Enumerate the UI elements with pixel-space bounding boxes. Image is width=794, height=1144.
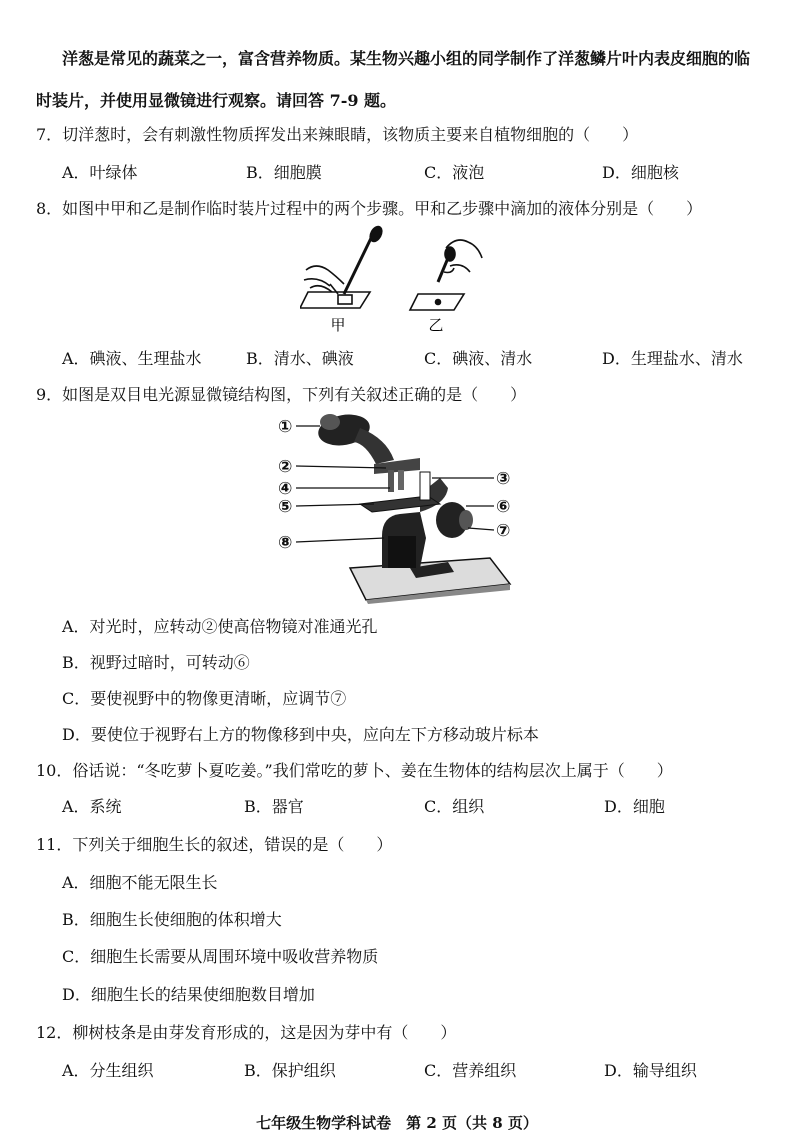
q7-option-a[interactable]: A．叶绿体 [62, 163, 138, 182]
intro-line-1: 洋葱是常见的蔬菜之一，富含营养物质。某生物兴趣小组的同学制作了洋葱鳞片叶内表皮细胞的临 [62, 49, 751, 68]
intro-line-2: 时装片，并使用显微镜进行观察。请回答 7-9 题。 [36, 91, 397, 110]
q7-stem: 7．切洋葱时，会有刺激性物质挥发出来辣眼睛，该物质主要来自植物细胞的（ ） [36, 125, 639, 144]
slide-step-jia [300, 225, 384, 308]
q7-option-d[interactable]: D．细胞核 [602, 163, 679, 182]
q7-option-c[interactable]: C．液泡 [424, 163, 485, 182]
microscope-diagram [270, 408, 530, 604]
q12-option-b[interactable]: B．保护组织 [244, 1061, 336, 1080]
q10-stem: 10．俗话说：“冬吃萝卜夏吃姜。”我们常吃的萝卜、姜在生物体的结构层次上属于（ ） [36, 761, 673, 780]
q11-option-d[interactable]: D．细胞生长的结果使细胞数目增加 [62, 985, 315, 1004]
microscope-body [316, 411, 510, 604]
q8-label-yi: 乙 [428, 316, 444, 334]
marker-8: ⑧ [278, 533, 293, 553]
q11-option-c[interactable]: C．细胞生长需要从周围环境中吸收营养物质 [62, 947, 379, 966]
q9-option-b[interactable]: B．视野过暗时，可转动⑥ [62, 653, 250, 672]
q11-stem: 11．下列关于细胞生长的叙述，错误的是（ ） [36, 835, 393, 854]
q9-option-c[interactable]: C．要使视野中的物像更清晰，应调节⑦ [62, 689, 347, 708]
q9-option-a[interactable]: A．对光时，应转动②使高倍物镜对准通光孔 [62, 617, 378, 636]
page-footer: 七年级生物学科试卷 第 2 页（共 8 页） [256, 1114, 538, 1132]
q12-option-c[interactable]: C．营养组织 [424, 1061, 517, 1080]
marker-1: ① [278, 417, 293, 437]
q10-option-d[interactable]: D．细胞 [604, 797, 665, 816]
q8-option-a[interactable]: A．碘液、生理盐水 [62, 349, 202, 368]
q8-figure [300, 222, 490, 338]
slide-step-yi [410, 240, 482, 310]
q11-option-b[interactable]: B．细胞生长使细胞的体积增大 [62, 910, 282, 929]
marker-2: ② [278, 457, 293, 477]
marker-5: ⑤ [278, 497, 293, 517]
q8-label-jia: 甲 [330, 316, 346, 334]
q8-option-c[interactable]: C．碘液、清水 [424, 349, 533, 368]
q10-option-a[interactable]: A．系统 [62, 797, 122, 816]
q10-option-b[interactable]: B．器官 [244, 797, 304, 816]
q8-option-d[interactable]: D．生理盐水、清水 [602, 349, 743, 368]
q7-option-b[interactable]: B．细胞膜 [246, 163, 322, 182]
q12-option-d[interactable]: D．输导组织 [604, 1061, 697, 1080]
q11-option-a[interactable]: A．细胞不能无限生长 [62, 873, 218, 892]
q9-option-d[interactable]: D．要使位于视野右上方的物像移到中央，应向左下方移动玻片标本 [62, 725, 539, 744]
marker-3: ③ [496, 469, 511, 489]
q8-stem: 8．如图中甲和乙是制作临时装片过程中的两个步骤。甲和乙步骤中滴加的液体分别是（ ） [36, 199, 703, 218]
marker-4: ④ [278, 479, 293, 499]
q12-stem: 12．柳树枝条是由芽发育形成的，这是因为芽中有（ ） [36, 1023, 457, 1042]
q9-stem: 9．如图是双目电光源显微镜结构图，下列有关叙述正确的是（ ） [36, 385, 527, 404]
q10-option-c[interactable]: C．组织 [424, 797, 485, 816]
marker-6: ⑥ [496, 497, 511, 517]
marker-7: ⑦ [496, 521, 511, 541]
q8-option-b[interactable]: B．清水、碘液 [246, 349, 354, 368]
q12-option-a[interactable]: A．分生组织 [62, 1061, 154, 1080]
